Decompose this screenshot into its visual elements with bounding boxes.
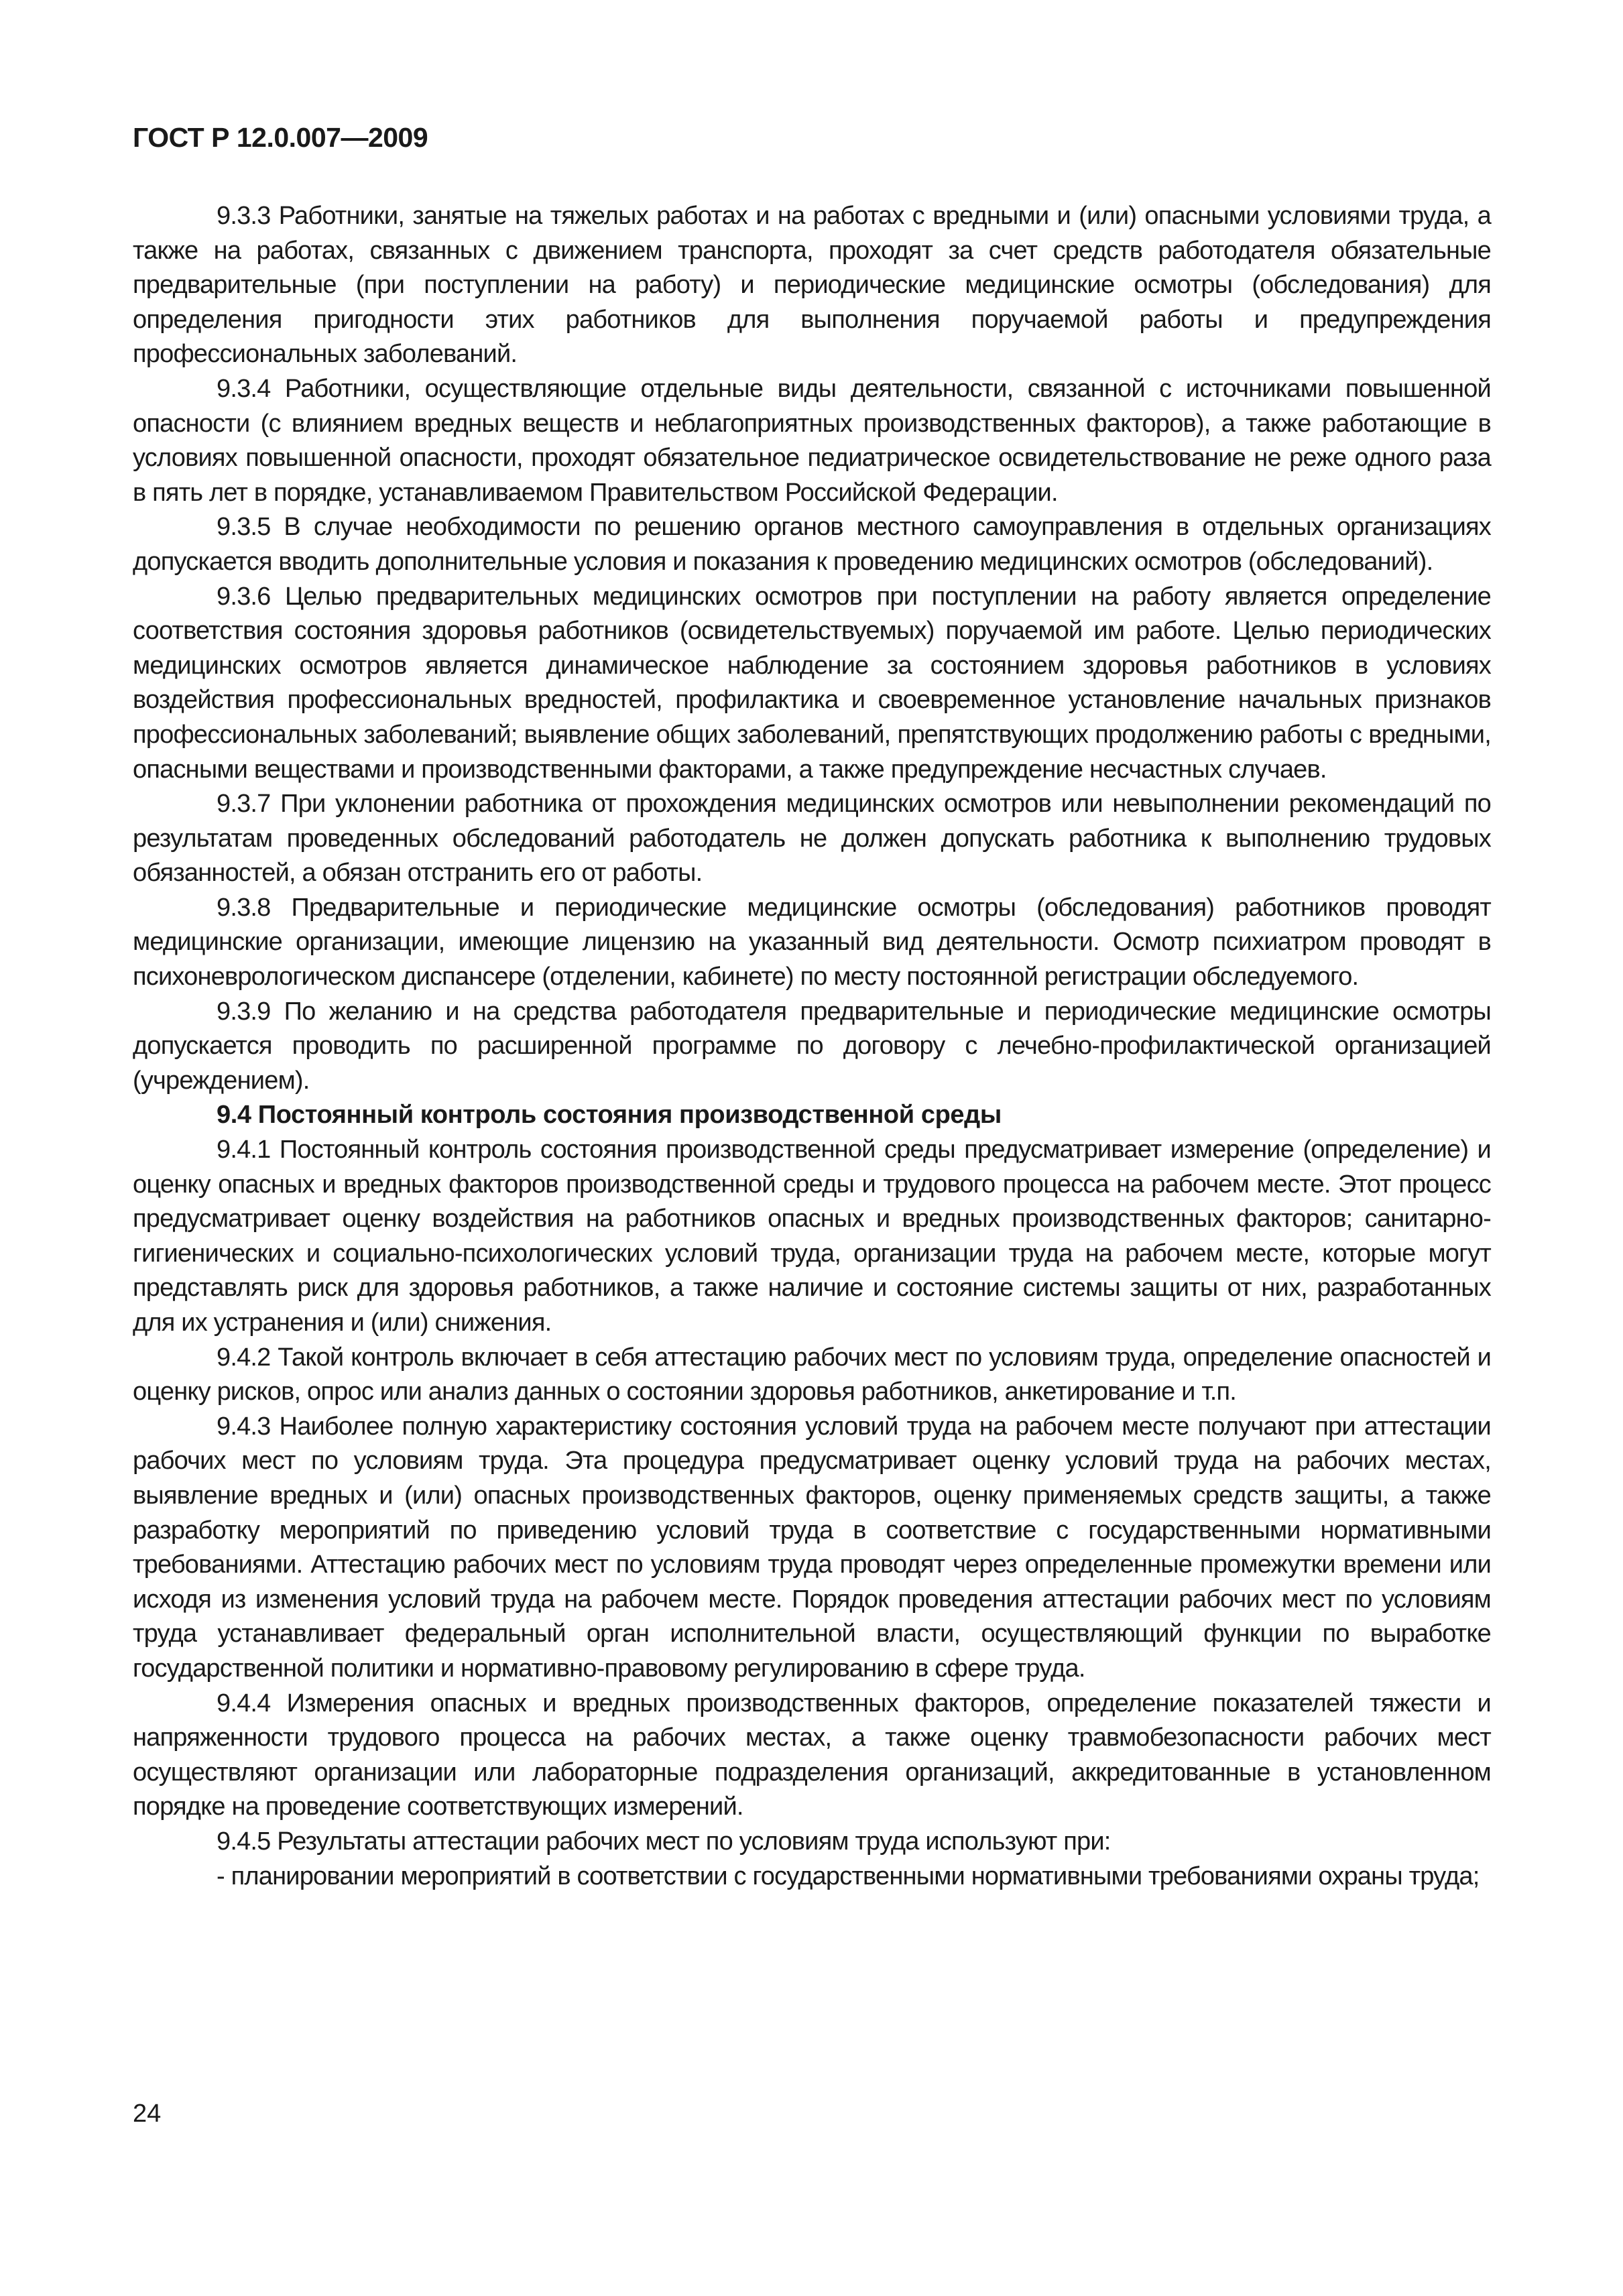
paragraph-9-4-1: 9.4.1 Постоянный контроль состояния производственной среды предусматривает измерение (определение) и оценку опасных и вредных факторов производственной среды и трудового процесса на рабочем месте. Этот процесс предусматривает оценку воздействия на работников опасных и вредных производственных факторов; санитарно-гигиенических и социально-психологических условий труда, организации труда на рабочем месте, которые могут представлять риск для здоровья работников, а также наличие и состояние системы защиты от них, разработанных для их устранения и (или) снижения. [133,1136,1491,1337]
paragraph-9-3-6: 9.3.6 Целью предварительных медицинских осмотров при поступлении на работу является определение соответствия состояния здоровья работников (освидетельствуемых) поручаемой им работе. Целью периодических медицинских осмотров является динамическое наблюдение за состоянием здоровья работников в условиях воздействия профессиональных вредностей, профилактика и своевременное установление начальных признаков профессиональных заболеваний; выявление общих заболеваний, препятствующих продолжению работы с вредными, опасными веществами и производственными факторами, а также предупреждение несчастных случаев. [133,582,1491,784]
paragraph-9-3-8: 9.3.8 Предварительные и периодические медицинские осмотры (обследования) работников проводят медицинские организации, имеющие лицензию на указанный вид деятельности. Осмотр психиатром проводят в психоневрологическом диспансере (отделении, кабинете) по месту постоянной регистрации обследуемого. [133,893,1491,991]
paragraph-9-4-3: 9.4.3 Наиболее полную характеристику состояния условий труда на рабочем месте получают при аттестации рабочих мест по условиям труда. Эта процедура предусматривает оценку условий труда на рабочих местах, выявление вредных и (или) опасных производственных факторов, оценку применяемых средств защиты, а также разработку мероприятий по приведению условий труда в соответствие с государственными нормативными требованиями. Аттестацию рабочих мест по условиям труда проводят через определенные промежутки времени или исходя из изменения условий труда на рабочем месте. Порядок проведения аттестации рабочих мест по условиям труда устанавливает федеральный орган исполнительной власти, осуществляющий функции по выработке государственной политики и нормативно-правовому регулированию в сфере труда. [133,1412,1491,1683]
document-body [133,199,1491,1894]
section-heading-9-4: 9.4 Постоянный контроль состояния производственной среды [217,1101,1002,1130]
paragraph-9-3-7: 9.3.7 При уклонении работника от прохождения медицинских осмотров или невыполнении рекомендаций по результатам проведенных обследований работодатель не должен допускать работника к выполнению трудовых обязанностей, а обязан отстранить его от работы. [133,790,1491,888]
list-item-planning: - планировании мероприятий в соответствии с государственными нормативными требованиями охраны труда; [217,1862,1480,1890]
paragraph-9-3-9: 9.3.9 По желанию и на средства работодателя предварительные и периодические медицинские осмотры допускается проводить по расширенной программе по договору с лечебно-профилактической организацией (учреждением). [133,997,1491,1095]
document-header: ГОСТ Р 12.0.007—2009 [133,122,428,153]
paragraph-9-4-4: 9.4.4 Измерения опасных и вредных производственных факторов, определение показателей тяжести и напряженности трудового процесса на рабочих местах, а также оценку травмобезопасности рабочих мест осуществляют организации или лабораторные подразделения организаций, аккредитованные в установленном порядке на проведение соответствующих измерений. [133,1689,1491,1821]
paragraph-9-3-3: 9.3.3 Работники, занятые на тяжелых работах и на работах с вредными и (или) опасными условиями труда, а также на работах, связанных с движением транспорта, проходят за счет средств работодателя обязательные предварительные (при поступлении на работу) и периодические медицинские осмотры (обследования) для определения пригодности этих работников для выполнения поручаемой работы и предупреждения профессиональных заболеваний. [133,202,1491,369]
paragraph-9-4-5: 9.4.5 Результаты аттестации рабочих мест по условиям труда используют при: [217,1827,1111,1856]
paragraph-9-3-5: 9.3.5 В случае необходимости по решению органов местного самоуправления в отдельных организациях допускается вводить дополнительные условия и показания к проведению медицинских осмотров (обследований). [133,513,1491,576]
page-number: 24 [133,2100,162,2128]
paragraph-9-3-4: 9.3.4 Работники, осуществляющие отдельные виды деятельности, связанной с источниками повышенной опасности (с влиянием вредных веществ и неблагоприятных производственных факторов), а также работающие в условиях повышенной опасности, проходят обязательное педиатрическое освидетельствование не реже одного раза в пять лет в порядке, устанавливаемом Правительством Российской Федерации. [133,374,1491,507]
paragraph-9-4-2: 9.4.2 Такой контроль включает в себя аттестацию рабочих мест по условиям труда, определение опасностей и оценку рисков, опрос или анализ данных о состоянии здоровья работников, анкетирование и т.п. [133,1343,1491,1406]
